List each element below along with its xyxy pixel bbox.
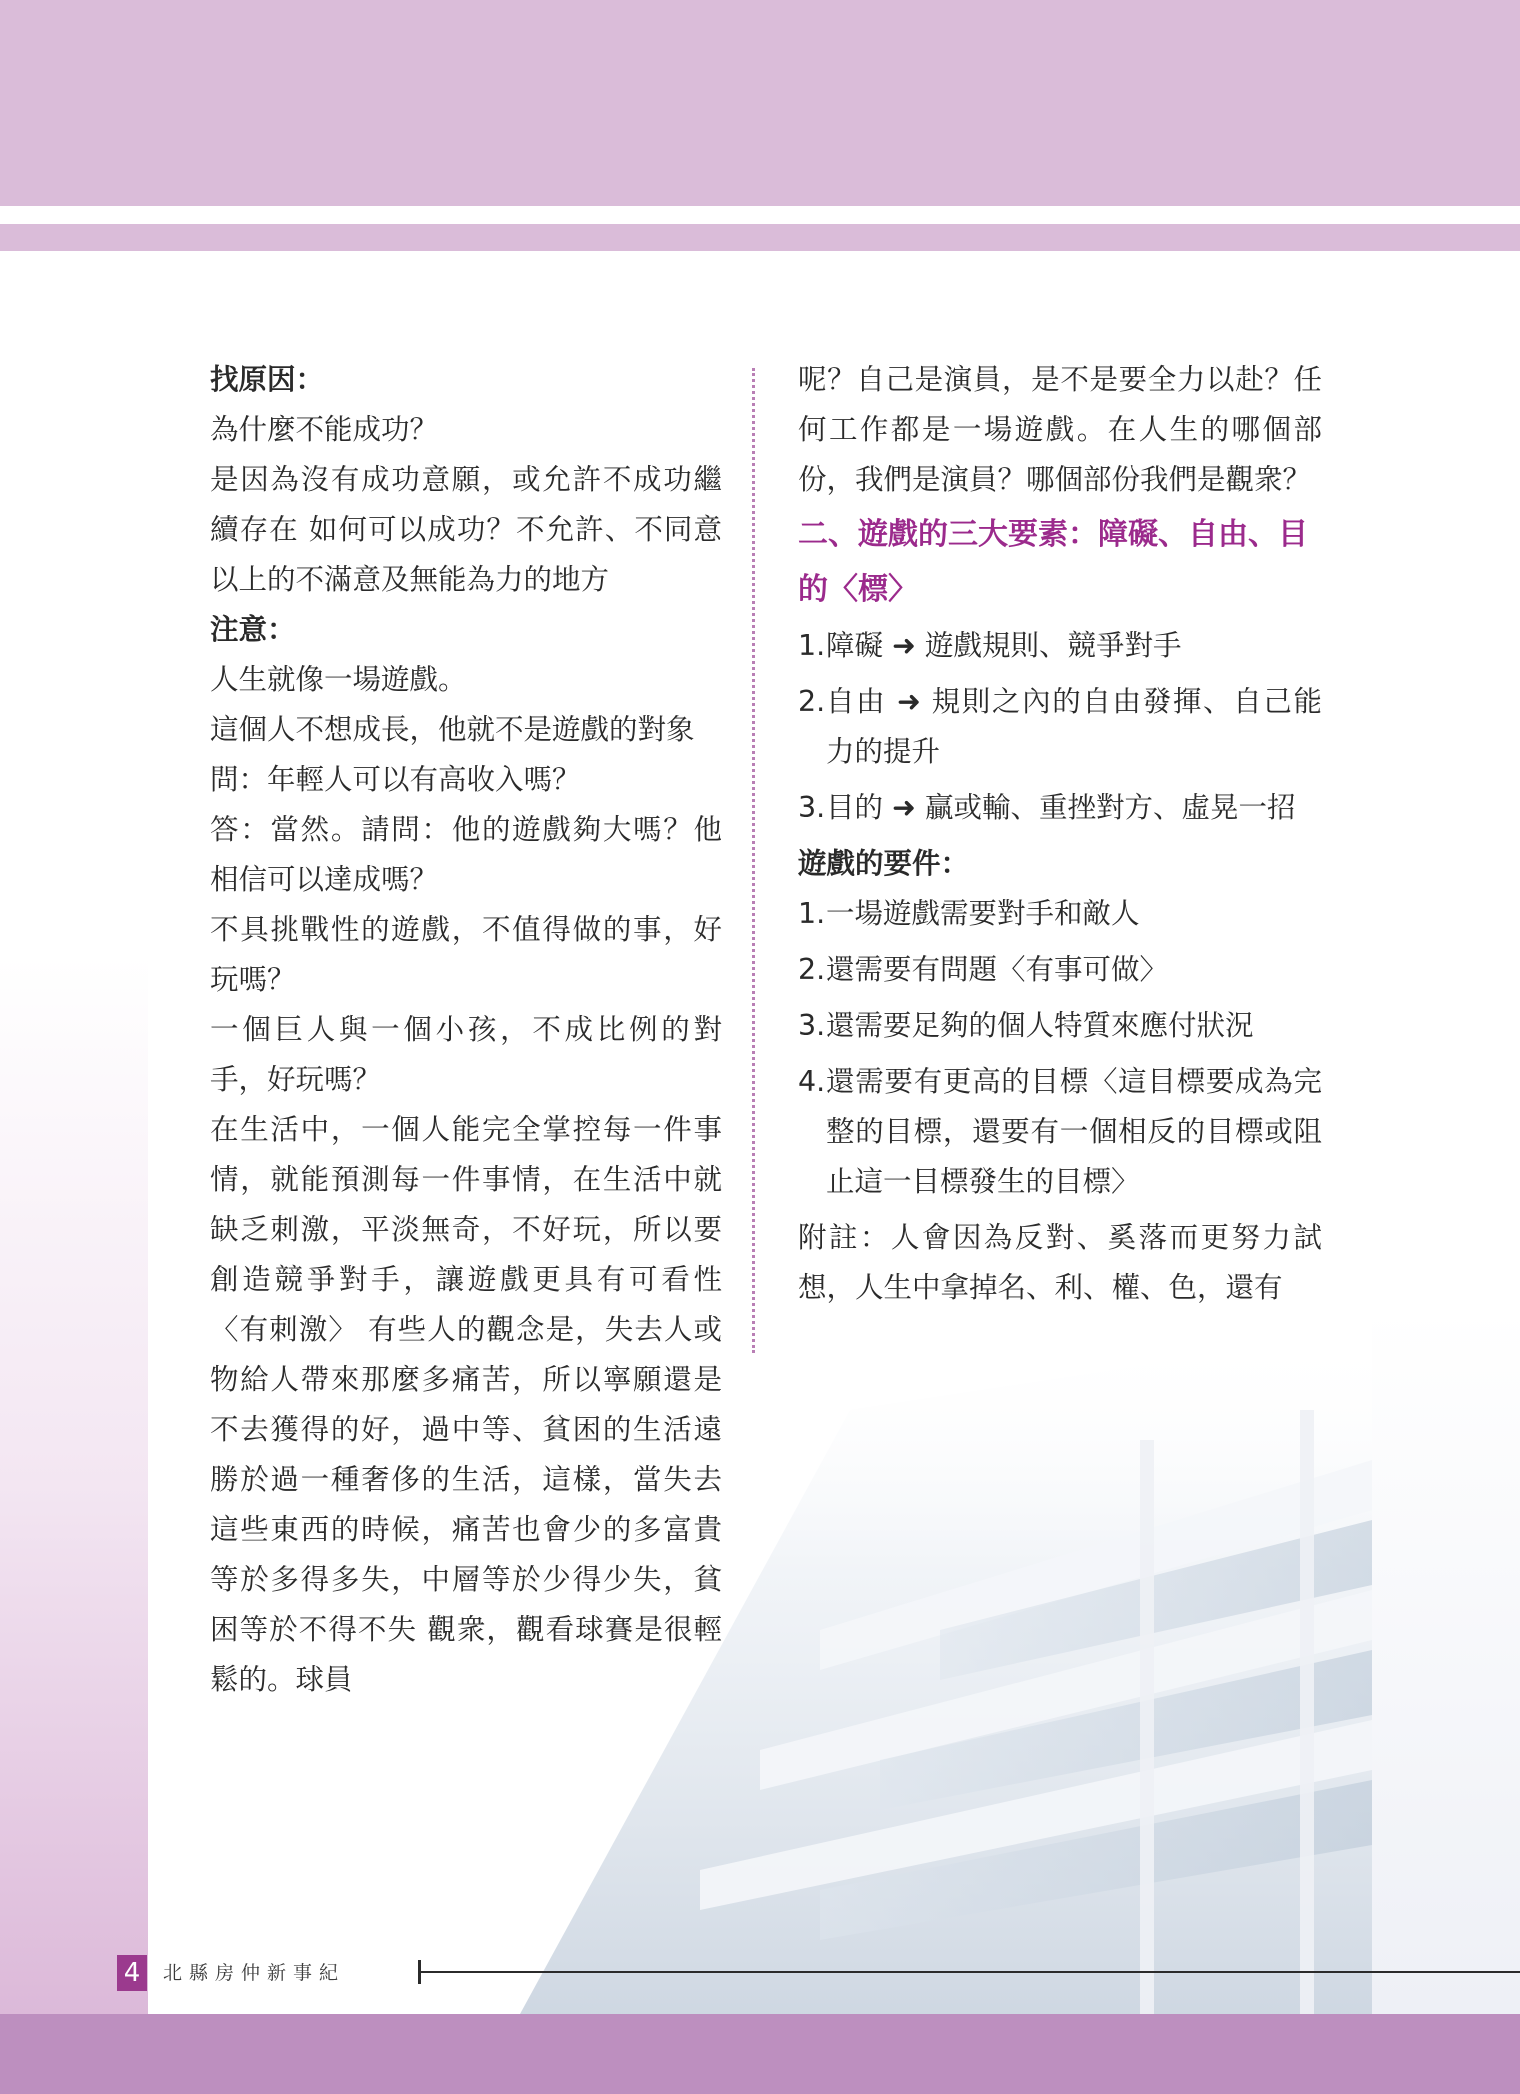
header-gap (0, 206, 1520, 224)
element-num-1: 1. (798, 629, 826, 662)
left-p-3: 是因為沒有成功意願，或允許不成功繼續存在 如何可以成功？不允許、不同意以上的不滿意及無能為力的地方 (210, 463, 722, 596)
footnote: 附註：人會因為反對、奚落而更努力試想，人生中拿掉名、利、權、色，還有 (798, 1221, 1322, 1304)
magazine-title: 北縣房仲新事紀 (163, 1962, 346, 1984)
left-p-2: 為什麼不能成功？ (210, 413, 439, 446)
requirement-item-1 (798, 889, 1322, 939)
left-p-5: 人生就像一場遊戲。 (210, 663, 467, 696)
requirement-text-3: 還需要足夠的個人特質來應付狀況 (826, 1009, 1254, 1042)
element-text-1: 障礙 ➜ 遊戲規則、競爭對手 (826, 629, 1182, 662)
element-item-3 (798, 783, 1322, 833)
right-column (798, 355, 1322, 1313)
left-p-4: 注意： (210, 613, 296, 646)
column-divider (752, 368, 755, 1353)
requirement-num-4: 4. (798, 1065, 826, 1098)
requirement-item-2 (798, 945, 1322, 995)
left-margin-gradient (0, 251, 148, 2014)
header-stripe (0, 224, 1520, 251)
requirement-num-2: 2. (798, 953, 826, 986)
requirement-num-1: 1. (798, 897, 826, 930)
requirement-text-2: 還需要有問題〈有事可做〉 (826, 953, 1169, 986)
element-text-2: 自由 ➜ 規則之內的自由發揮、自己能力的提升 (826, 685, 1322, 768)
footer-rule (420, 1971, 1520, 1973)
element-item-2 (798, 677, 1322, 777)
requirement-item-4 (798, 1057, 1322, 1207)
element-item-1 (798, 621, 1322, 671)
section-heading: 二、遊戲的三大要素：障礙、自由、目的〈標〉 (798, 517, 1308, 607)
left-p-8: 答：當然。請問：他的遊戲夠大嗎？他相信可以達成嗎？ (210, 813, 722, 896)
right-intro: 呢？自己是演員，是不是要全力以赴？任何工作都是一場遊戲。在人生的哪個部份，我們是演員？哪個部份我們是觀衆？ (798, 363, 1322, 496)
requirement-num-3: 3. (798, 1009, 826, 1042)
left-p-1: 找原因： (210, 363, 325, 396)
top-header-band (0, 0, 1520, 206)
right-margin (1372, 251, 1520, 2014)
bottom-band (0, 2014, 1520, 2094)
requirements-title: 遊戲的要件： (798, 847, 970, 880)
page-number: 4 (117, 1955, 147, 1991)
element-text-3: 目的 ➜ 贏或輸、重挫對方、虛晃一招 (826, 791, 1296, 824)
requirement-text-1: 一場遊戲需要對手和敵人 (826, 897, 1140, 930)
left-p-11: 在生活中，一個人能完全掌控每一件事情，就能預測每一件事情，在生活中就缺乏刺激，平淡無奇，不好玩，所以要創造競爭對手，讓遊戲更具有可看性〈有刺激〉 有些人的觀念是，失去人或物給人帶來那麼多痛苦，所以寧願還是不去獲得的好，過中等、貧困的生活遠勝於過一種奢侈的生活，這樣，當失去這些東西的時候，痛苦也會少的多富貴等於多得多失，中層等於少得少失，貧困等於不得不失 觀衆，觀看球賽是很輕鬆的。球員 (210, 1113, 722, 1696)
element-num-3: 3. (798, 791, 826, 824)
left-p-7: 問：年輕人可以有高收入嗎？ (210, 763, 581, 796)
element-num-2: 2. (798, 685, 826, 718)
left-p-10: 一個巨人與一個小孩，不成比例的對手，好玩嗎？ (210, 1013, 722, 1096)
requirement-text-4: 還需要有更高的目標〈這目標要成為完整的目標，還要有一個相反的目標或阻止這一目標發生的目標〉 (826, 1065, 1322, 1198)
left-p-6: 這個人不想成長，他就不是遊戲的對象 (210, 713, 695, 746)
left-column (210, 355, 722, 1705)
requirement-item-3 (798, 1001, 1322, 1051)
left-p-9: 不具挑戰性的遊戲，不值得做的事，好玩嗎？ (210, 913, 722, 996)
